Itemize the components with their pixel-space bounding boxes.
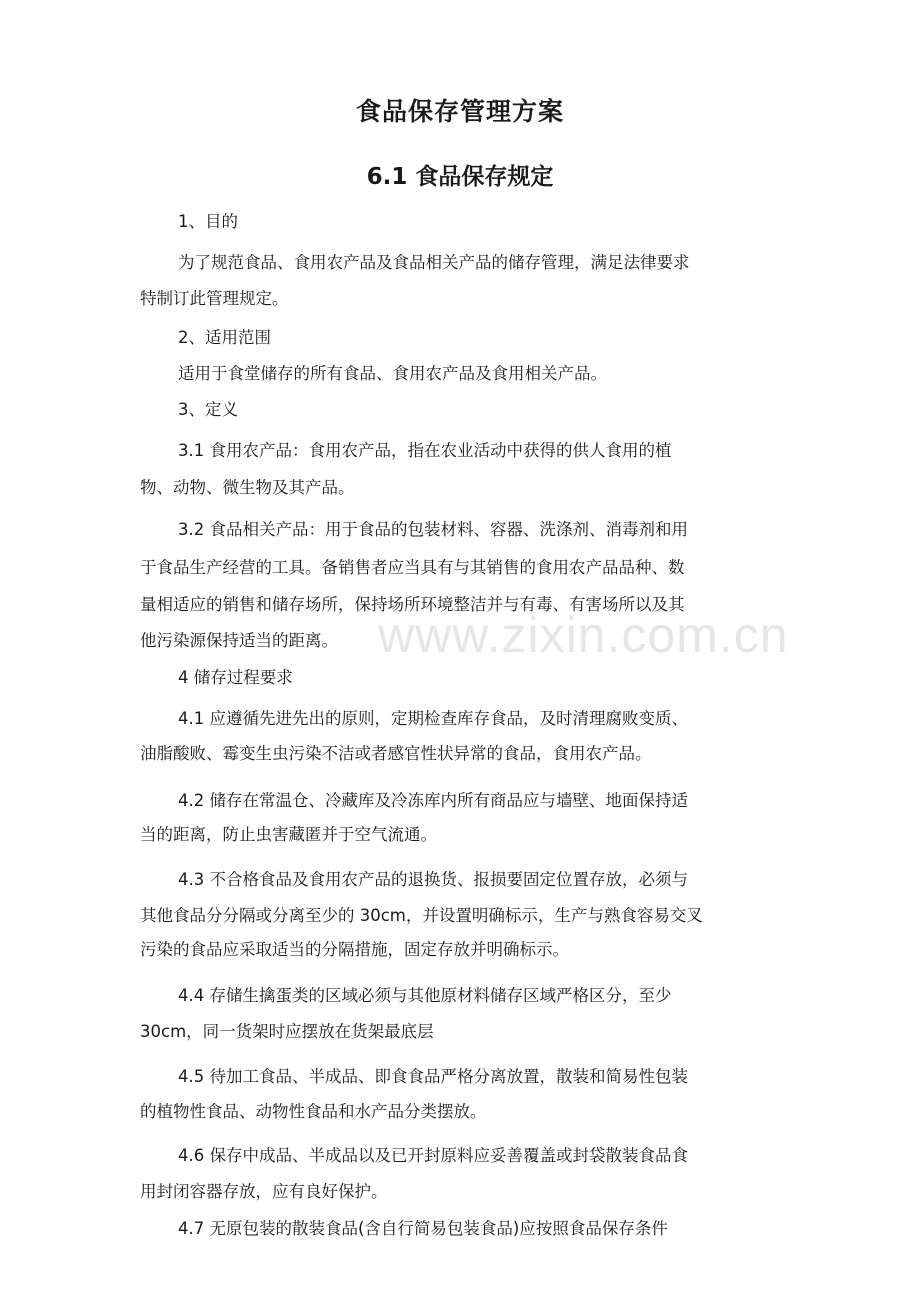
paragraph-line: 为了规范食品、食用农产品及食品相关产品的储存管理，满足法律要求 (178, 253, 690, 272)
paragraph-line: 4.4 存储生擒蛋类的区域必须与其他原材料储存区域严格区分，至少 (178, 986, 672, 1005)
paragraph-line: 量相适应的销售和储存场所，保持场所环境整洁并与有毒、有害场所以及其 (140, 595, 685, 614)
paragraph-line: 当的距离，防止虫害藏匿并于空气流通。 (140, 825, 437, 844)
paragraph-line: 4.7 无原包装的散装食品(含自行简易包装食品)应按照食品保存条件 (178, 1219, 668, 1238)
paragraph-line: 4.5 待加工食品、半成品、即食食品严格分离放置，散装和简易性包装 (178, 1067, 688, 1086)
paragraph-line: 特制订此管理规定。 (140, 289, 289, 308)
paragraph-line: 4.6 保存中成品、半成品以及已开封原料应妥善覆盖或封袋散装食品食 (178, 1146, 688, 1165)
paragraph-line: 4.2 储存在常温仓、冷藏库及冷冻库内所有商品应与墙壁、地面保持适 (178, 791, 688, 810)
watermark: www.zixin.com.cn (378, 607, 789, 663)
heading-definition: 3、定义 (178, 400, 238, 419)
paragraph-line: 4.3 不合格食品及食用农产品的退换货、报损要固定位置存放，必须与 (178, 870, 688, 889)
paragraph-line: 污染的食品应采取适当的分隔措施，固定存放并明确标示。 (140, 940, 569, 959)
section-title: 6.1 食品保存规定 (366, 164, 554, 190)
paragraph-line: 3.1 食用农产品：食用农产品，指在农业活动中获得的供人食用的植 (178, 441, 672, 460)
paragraph-line: 物、动物、微生物及其产品。 (140, 478, 355, 497)
paragraph-line: 油脂酸败、霉变生虫污染不洁或者感官性状异常的食品，食用农产品。 (140, 744, 652, 763)
paragraph-line: 30cm，同一货架时应摆放在货架最底层 (140, 1022, 434, 1041)
paragraph-line: 其他食品分分隔或分离至少的 30cm，并设置明确标示，生产与熟食容易交叉 (140, 906, 703, 925)
heading-scope: 2、适用范围 (178, 328, 271, 347)
paragraph-line: 用封闭容器存放，应有良好保护。 (140, 1182, 388, 1201)
paragraph-line: 4.1 应遵循先进先出的原则，定期检查库存食品，及时清理腐败变质、 (178, 709, 688, 728)
paragraph-line: 适用于食堂储存的所有食品、食用农产品及食用相关产品。 (178, 364, 607, 383)
heading-purpose: 1、目的 (178, 212, 238, 231)
paragraph-line: 他污染源保持适当的距离。 (140, 631, 338, 650)
paragraph-line: 3.2 食品相关产品：用于食品的包装材料、容器、洗涤剂、消毒剂和用 (178, 520, 688, 539)
paragraph-line: 的植物性食品、动物性食品和水产品分类摆放。 (140, 1102, 487, 1121)
document-title: 食品保存管理方案 (355, 97, 564, 126)
paragraph-line: 于食品生产经营的工具。备销售者应当具有与其销售的食用农产品品种、数 (140, 558, 685, 577)
heading-storage-requirements: 4 储存过程要求 (178, 668, 293, 687)
